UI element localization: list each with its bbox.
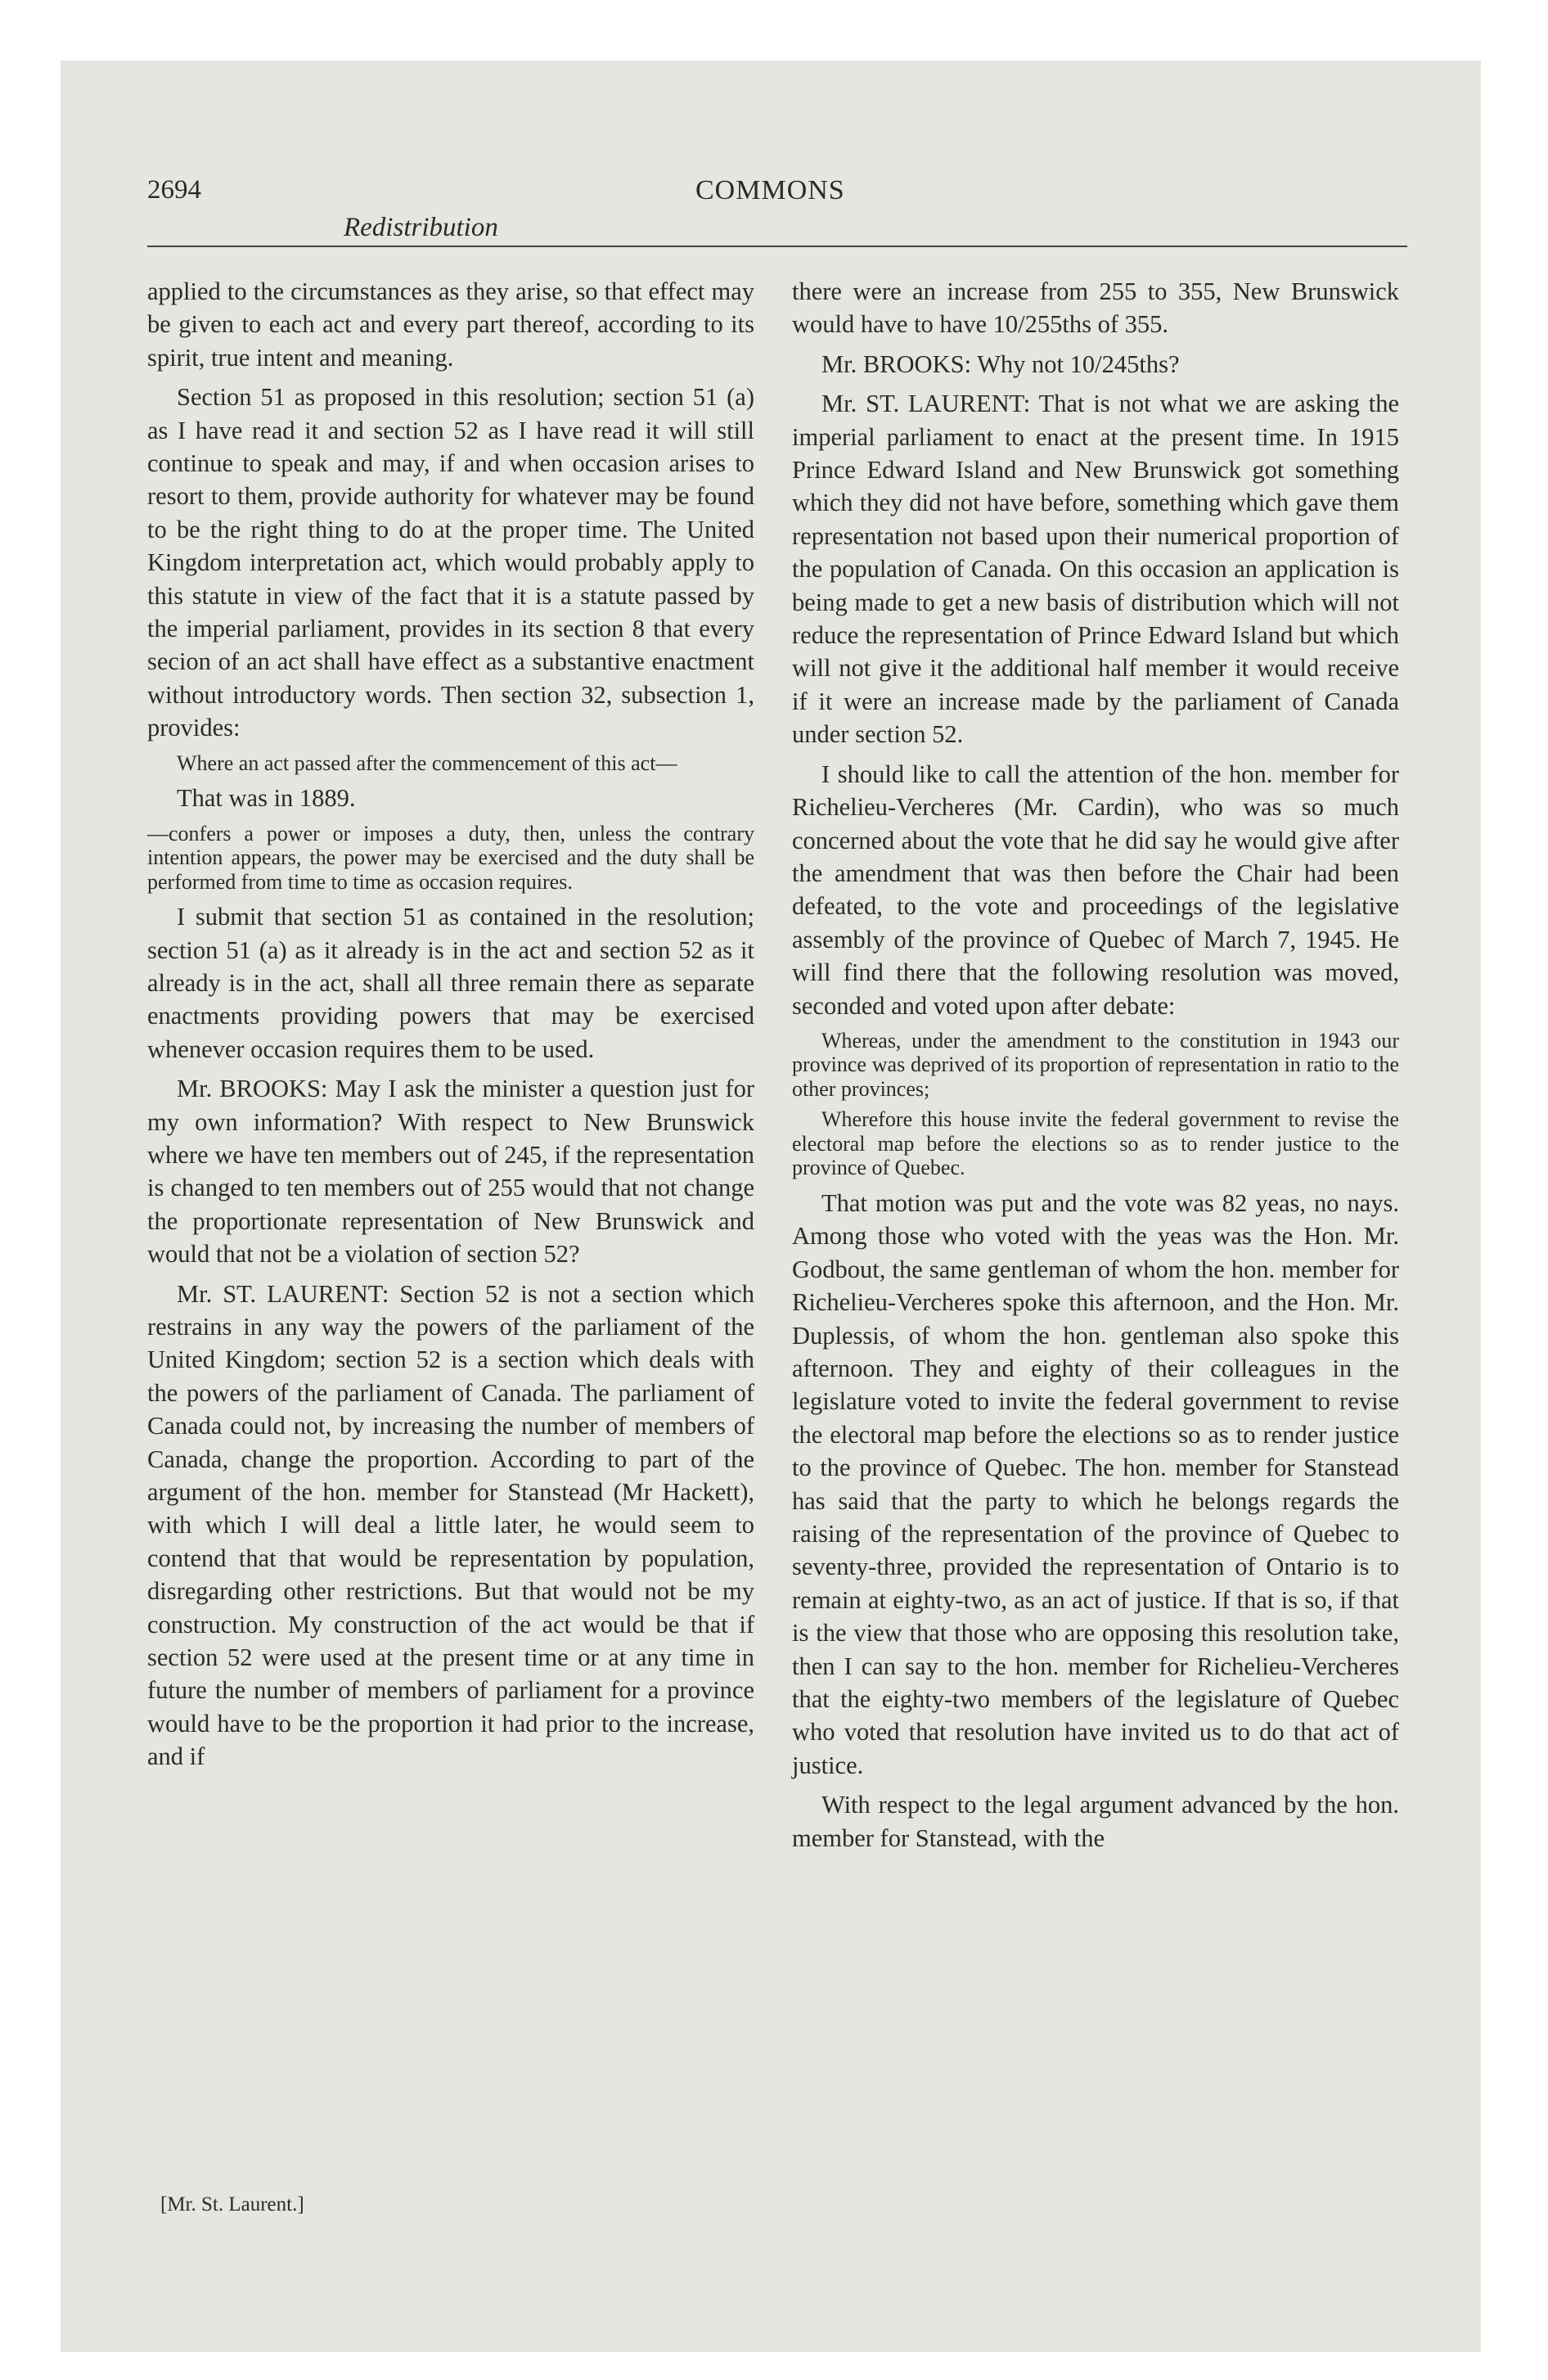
journal-title: COMMONS <box>695 175 845 205</box>
quotation: Whereas, under the amendment to the constitution in 1943 our province was deprived of its proportion of representation in ratio to the other provinces; <box>792 1028 1399 1101</box>
speaker-footer: [Mr. St. Laurent.] <box>160 2193 304 2215</box>
quotation: Where an act passed after the commencement of this act— <box>177 751 677 775</box>
paragraph: applied to the circumstances as they arise, so that effect may be given to each act and every part thereof, according to its spirit, true intent and meaning. <box>147 277 754 372</box>
paragraph: With respect to the legal argument advanced by the hon. member for Stanstead, with the <box>792 1791 1399 1852</box>
speaker-paragraph: Mr. BROOKS: Why not 10/245ths? <box>821 349 1180 378</box>
page-header <box>147 175 1407 249</box>
paragraph: I should like to call the attention of the hon. member for Richelieu-Vercheres (Mr. Cardin), who was so much concerned about the vote that he did say he would give after the amendment that was then before the Chair had been defeated, to the vote and proceedings of the legislative assembly of the province of Quebec of March 7, 1945. He will find there that the following resolution was moved, seconded and voted upon after debate: <box>792 760 1399 1020</box>
left-column <box>147 275 754 1774</box>
header-rule <box>147 246 1407 247</box>
speaker-paragraph: Mr. ST. LAURENT: Section 52 is not a section which restrains in any way the powers of the parliament of the United Kingdom; section 52 is a section which deals with the powers of the parliament of Canada. The parliament of Canada could not, by increasing the number of members of Canada, change the proportion. According to part of the argument of the hon. member for Stanstead (Mr Hackett), with which I will deal a little later, he would seem to contend that that would be representation by population, disregarding other restrictions. But that would not be my construction. My construction of the act would be that if section 52 were used at the present time or at any time in future the number of members of parliament for a province would have to be the proportion it had prior to the increase, and if <box>147 1279 754 1771</box>
paragraph: there were an increase from 255 to 355, New Brunswick would have to have 10/255ths of 355. <box>792 277 1399 339</box>
paragraph: Section 51 as proposed in this resolution; section 51 (a) as I have read it and section 52 as I have read it will still continue to speak and may, if and when occasion arises to resort to them, provide authority for whatever may be found to be the right thing to do at the proper time. The United Kingdom interpretation act, which would probably apply to this statute in view of the fact that it is a statute passed by the imperial parliament, provides in its section 8 that every secion of an act shall have effect as a substantive enactment without introductory words. Then section 32, subsection 1, provides: <box>147 383 754 742</box>
quotation: —confers a power or imposes a duty, then, unless the contrary intention appears, the power may be exercised and the duty shall be performed from time to time as occasion requires. <box>147 821 754 894</box>
paragraph: That motion was put and the vote was 82 yeas, no nays. Among those who voted with the yeas was the Hon. Mr. Godbout, the same gentleman of whom the hon. member for Richelieu-Vercheres spoke this afternoon, and the Hon. Mr. Duplessis, of whom the hon. gentleman also spoke this afternoon. They and eighty of their colleagues in the legislature voted to invite the federal government to revise the electoral map before the elections so as to render justice to the province of Quebec. The hon. member for Stanstead has said that the party to which he belongs regards the raising of the representation of the province of Quebec to seventy-three, provided the representation of Ontario is to remain at eighty-two, as an act of justice. If that is so, if that is the view that those who are opposing this resolution take, then I can say to the hon. member for Richelieu-Vercheres that the eighty-two members of the legislature of Quebec who voted that resolution have invited us to do that act of justice. <box>792 1188 1399 1779</box>
paragraph: I submit that section 51 as contained in the resolution; section 51 (a) as it already is in the act and section 52 as it already is in the act, shall all three remain there as separate enactments providing powers that may be exercised whenever occasion requires them to be used. <box>147 903 754 1063</box>
right-column <box>792 275 1399 1855</box>
quotation: Wherefore this house invite the federal government to revise the electoral map before the elections so as to render justice to the province of Quebec. <box>792 1107 1399 1180</box>
page-number: 2694 <box>147 175 201 205</box>
speaker-paragraph: Mr. ST. LAURENT: That is not what we are asking the imperial parliament to enact at the present time. In 1915 Prince Edward Island and New Brunswick got something which they did not have before, something which gave them representation not based upon their numerical proportion of the population of Canada. On this occasion an application is being made to get a new basis of distribution which will not reduce the representation of Prince Edward Island but which will not give it the additional half member it would receive if it were an increase made by the parliament of Canada under section 52. <box>792 390 1399 749</box>
section-title: Redistribution <box>344 213 498 242</box>
speaker-paragraph: Mr. BROOKS: May I ask the minister a question just for my own information? With respect to New Brunswick where we have ten members out of 245, if the representation is changed to ten members out of 255 would that not change the proportionate representation of New Brunswick and would that not be a violation of section 52? <box>147 1075 754 1269</box>
paragraph: That was in 1889. <box>177 784 356 813</box>
